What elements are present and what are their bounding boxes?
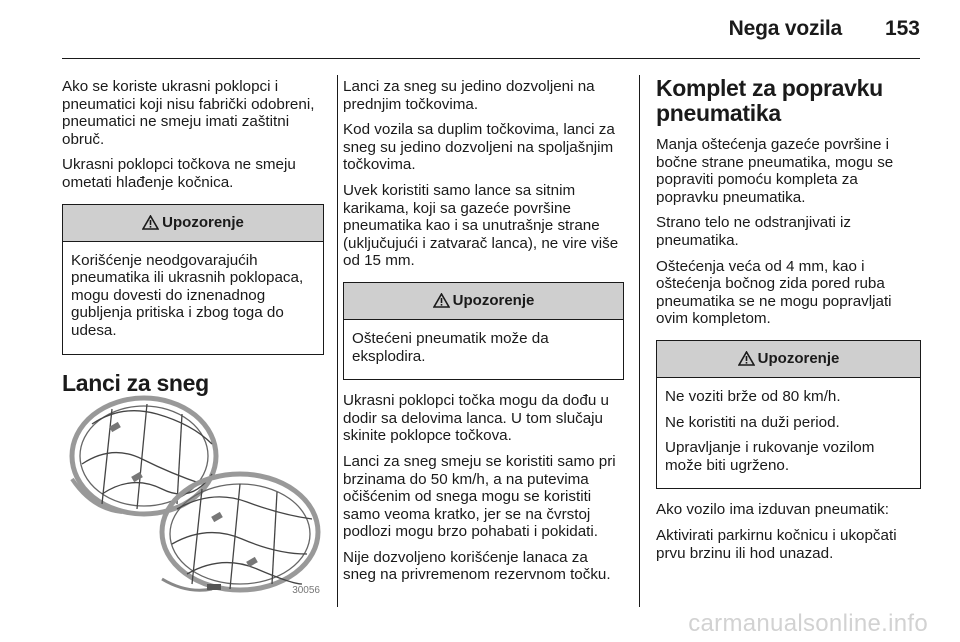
- page-header: [0, 0, 960, 62]
- warning-text: Korišćenje neodgovarajućih pneumatika ili ukrasnih poklopaca, mogu dovesti do iznenadnog gubljenja pritiska i zbog toga do udesa.: [71, 251, 304, 339]
- paragraph: Aktivirati parkirnu kočnicu i ukopčati prvu brzinu ili hod unazad.: [656, 526, 897, 562]
- warning-box: [343, 282, 624, 380]
- warning-triangle-icon: [433, 293, 450, 308]
- paragraph: Kod vozila sa duplim točkovima, lanci za sneg su jedino dozvoljeni na spoljašnjim točkovima.: [343, 121, 615, 174]
- column-divider: [337, 75, 338, 607]
- column-3: [656, 75, 921, 570]
- warning-box: [62, 204, 324, 355]
- warning-title: Upozorenje: [452, 292, 535, 310]
- snow-chain-drawing: [62, 384, 324, 602]
- page-number: 153: [884, 17, 920, 40]
- warning-text: Ne voziti brže od 80 km/h.: [665, 387, 841, 405]
- snow-chain-illustration: [62, 384, 324, 602]
- column-1: [62, 78, 324, 410]
- warning-header: [63, 205, 323, 242]
- paragraph: Oštećenja veća od 4 mm, kao i oštećenja bočnog zida pored ruba pneumatika se ne mogu popravljati ovim kompletom.: [656, 257, 892, 328]
- paragraph: Ukrasni poklopci točkova ne smeju ometati hlađenje kočnica.: [62, 156, 296, 191]
- warning-header: [657, 341, 920, 378]
- warning-text: Oštećeni pneumatik može da eksplodira.: [352, 329, 549, 365]
- warning-triangle-icon: [738, 351, 755, 366]
- header-rule: [62, 58, 920, 59]
- warning-body: [344, 320, 623, 379]
- figure-code: 30056: [292, 585, 320, 596]
- warning-text: Ne koristiti na duži period.: [665, 413, 840, 431]
- warning-body: [657, 378, 920, 488]
- paragraph: Lanci za sneg smeju se koristiti samo pri brzinama do 50 km/h, a na putevima očišćenim od snega mogu se koristiti samo veoma kratko, jer se na čvrstoj podlozi mogu brzo pohabati i pokidati.: [343, 452, 616, 541]
- warning-triangle-icon: [142, 215, 159, 230]
- watermark: carmanualsonline.info: [688, 610, 928, 637]
- paragraph: Ako se koriste ukrasni poklopci i pneumatici koji nisu fabrički odobreni, pneumatici ne smeju imati zaštitni obruč.: [62, 78, 315, 148]
- section-heading: Komplet za popravku pneumatika: [656, 75, 883, 126]
- warning-text: Upravljanje i rukovanje vozilom može biti ugrženo.: [665, 439, 875, 474]
- paragraph: Ukrasni poklopci točka mogu da dođu u dodir sa delovima lanca. U tom slučaju skinite poklopce točkova.: [343, 392, 609, 445]
- column-2: [343, 78, 624, 592]
- paragraph: Lanci za sneg su jedino dozvoljeni na prednjim točkovima.: [343, 78, 595, 113]
- warning-header: [344, 283, 623, 320]
- paragraph: Nije dozvoljeno korišćenje lanaca za sneg na privremenom rezervnom točku.: [343, 548, 611, 584]
- paragraph: Strano telo ne odstranjivati iz pneumatika.: [656, 214, 852, 249]
- paragraph: Manja oštećenja gazeće površine i bočne strane pneumatika, mogu se popraviti pomoću kompleta za popravku pneumatika.: [656, 136, 894, 206]
- warning-box: [656, 340, 921, 489]
- section-heading: Lanci za sneg: [62, 369, 209, 396]
- paragraph: Ako vozilo ima izduvan pneumatik:: [656, 501, 889, 519]
- warning-body: [63, 242, 323, 354]
- paragraph: Uvek koristiti samo lance sa sitnim karikama, koji sa gazeće površine pneumatika kao i sa unutrašnje strane (uključujući i zatvarač lanca), ne vire više od 15 mm.: [343, 181, 619, 270]
- warning-title: Upozorenje: [162, 213, 244, 231]
- column-divider: [639, 75, 640, 607]
- header-title: Nega vozila: [728, 17, 842, 40]
- warning-title: Upozorenje: [757, 350, 840, 368]
